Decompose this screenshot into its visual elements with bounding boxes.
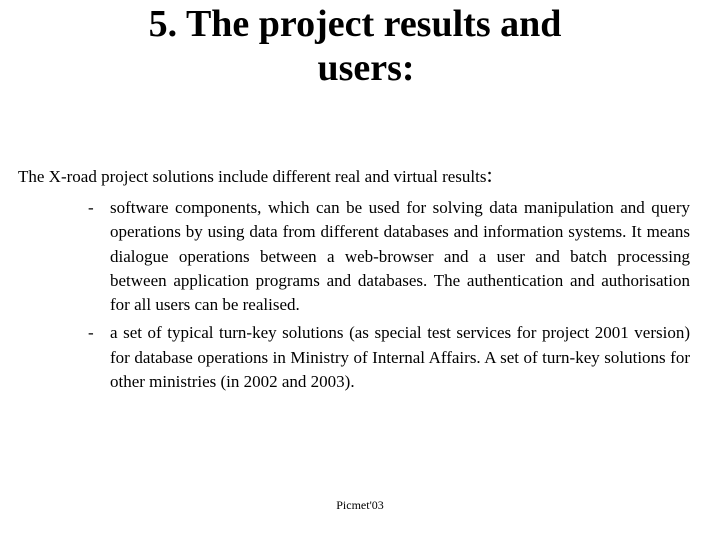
bullet-text: a set of typical turn-key solutions (as special test services for project 2001 version) for database operations in Ministry of Internal Affairs. A set of turn-key solutions for other ministries (in 2002 and 2003). (110, 323, 690, 392)
intro-colon: : (486, 162, 493, 187)
bullet-text: software components, which can be used for solving data manipulation and query operations by using data from different databases and information systems. It means dialogue operations between a web-browser and a user and batch processing between application programs and databases. The authentication and authorisation for all users can be realised. (110, 198, 690, 315)
bullet-item-software-components (0, 196, 720, 317)
slide-title (0, 2, 720, 90)
bullet-dash: - (88, 323, 94, 343)
slide-title-line-2: users: (317, 47, 415, 89)
slide-title-line-1: 5. The project results and (148, 3, 562, 45)
bullet-dash: - (88, 198, 94, 217)
slide-footer: Picmet'03 (336, 498, 384, 512)
intro-text: The X-road project solutions include different real and virtual results (18, 167, 487, 186)
bullet-list (0, 196, 720, 398)
bullet-item-turn-key-solutions (0, 321, 720, 394)
intro-paragraph (18, 163, 708, 189)
